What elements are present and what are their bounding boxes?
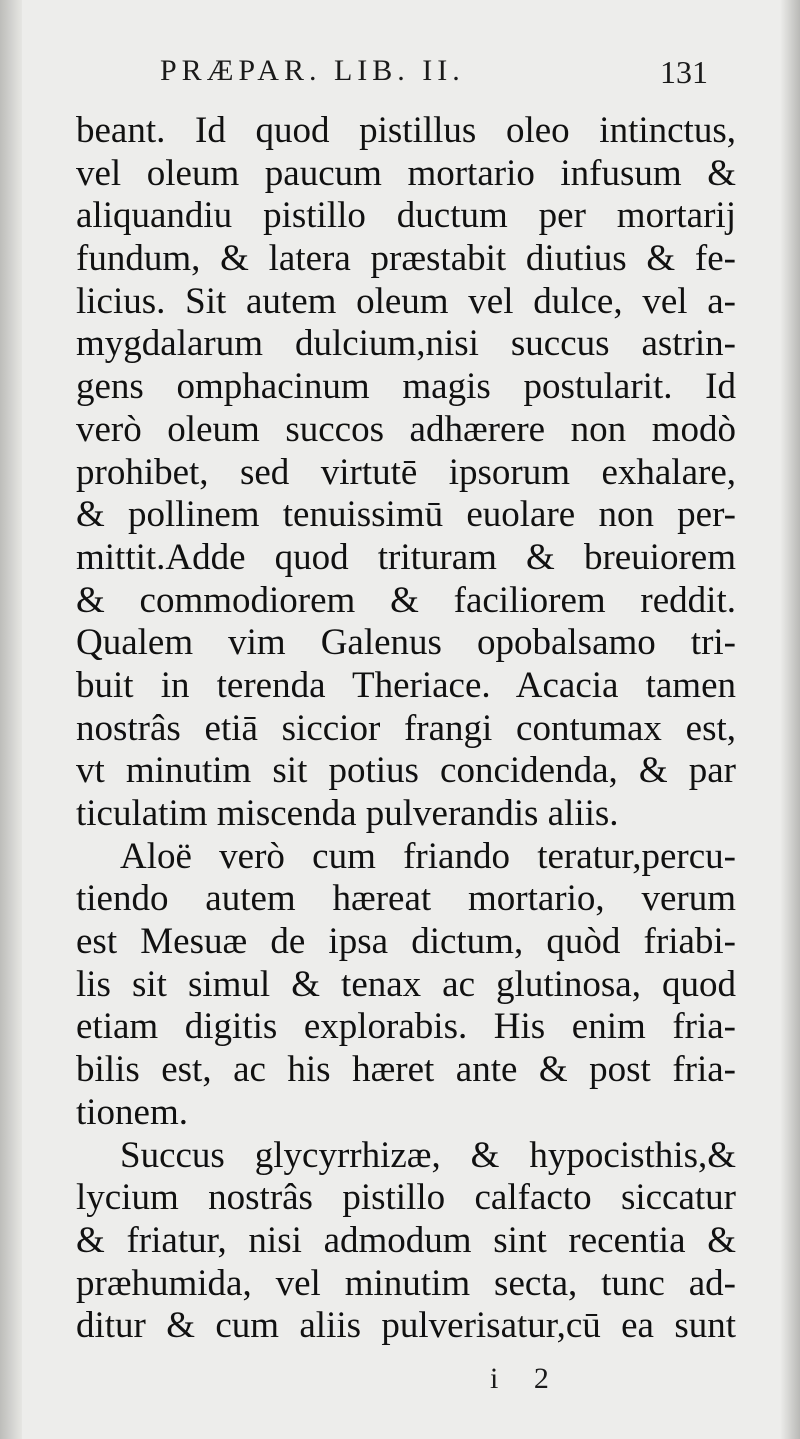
text-line: bilis est, ac his hæret ante & post fria- [76,1049,736,1091]
text-line: tionem. [76,1091,189,1133]
page-gutter [0,0,22,1439]
text-line: ditur & cum aliis pulverisatur,cū ea sunt [76,1305,736,1347]
text-line: vel oleum paucum mortario infusum & [76,152,736,194]
text-line: prohibet, sed virtutē ipsorum exhalare, [76,451,736,493]
text-line: & pollinem tenuissimū euolare non per- [76,494,736,536]
running-head [0,54,800,100]
text-line: aliquandiu pistillo ductum per mortarij [76,195,736,237]
text-line: Qualem vim Galenus opobalsamo tri- [76,622,736,664]
running-head-title: PRÆPAR. LIB. II. [160,54,465,87]
text-line: etiam digitis explorabis. His enim fria- [76,1006,736,1048]
page-edge [780,0,800,1439]
text-line: licius. Sit autem oleum vel dulce, vel a- [76,280,736,322]
text-line: nostrâs etiā siccior frangi contumax est, [76,707,736,749]
text-line: Aloë verò cum friando teratur,percu- [120,835,736,877]
text-line: ticulatim miscenda pulverandis aliis. [76,793,619,834]
text-line: beant. Id quod pistillus oleo intinctus, [76,110,736,151]
body-text [76,110,736,1348]
text-line: mittit.Adde quod trituram & breuiorem [76,536,736,578]
text-line: Succus glycyrrhizæ, & hypocisthis,& [120,1134,736,1176]
text-line: & commodiorem & faciliorem reddit. [76,579,736,621]
signature-mark: i 2 [490,1362,563,1395]
text-line: verò oleum succos adhærere non modò [76,408,736,450]
text-line: gens omphacinum magis postularit. Id [76,366,736,408]
text-line: lycium nostrâs pistillo calfacto siccatur [76,1177,736,1219]
text-line: est Mesuæ de ipsa dictum, quòd friabi- [76,921,736,963]
text-line: mygdalarum dulcium,nisi succus astrin- [76,323,736,365]
text-line: buit in terenda Theriace. Acacia tamen [76,664,736,706]
text-line: tiendo autem hæreat mortario, verum [76,878,736,920]
page-number: 131 [660,54,708,90]
text-line: lis sit simul & tenax ac glutinosa, quod [76,963,736,1005]
text-line: vt minutim sit potius concidenda, & par [76,750,736,792]
text-line: & friatur, nisi admodum sint recentia & [76,1219,736,1261]
text-line: præhumida, vel minutim secta, tunc ad- [76,1262,736,1304]
text-line: fundum, & latera præstabit diutius & fe- [76,238,736,280]
